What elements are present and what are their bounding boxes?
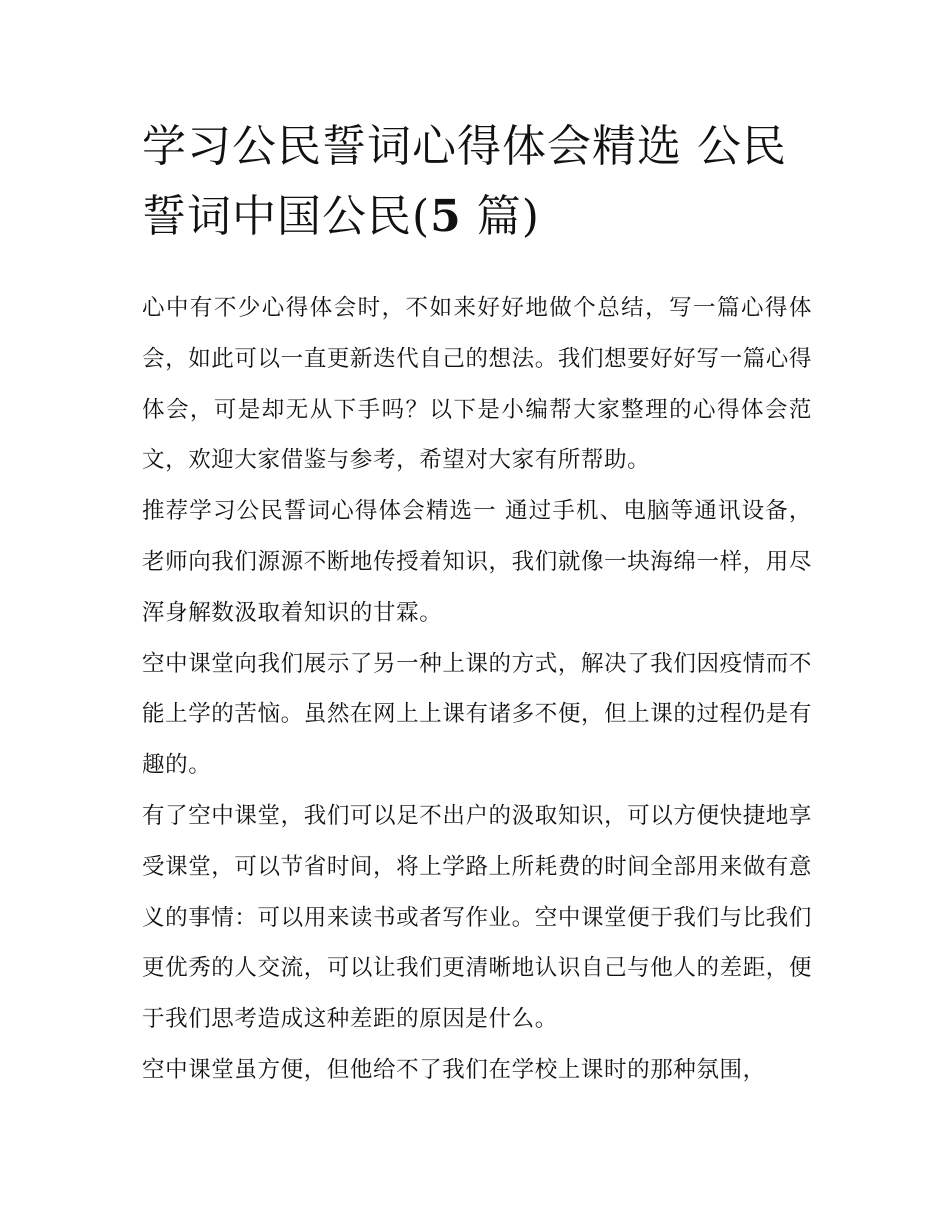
- title-text-part2: 篇): [461, 191, 540, 242]
- paragraph-air-classroom: 空中课堂向我们展示了另一种上课的方式，解决了我们因疫情而不能上学的苦恼。虽然在网上上课有诸多不便，但上课的过程仍是有趣的。: [142, 650, 812, 779]
- paragraph-benefits: 有了空中课堂，我们可以足不出户的汲取知识，可以方便快捷地享受课堂，可以节省时间，将上学路上所耗费的时间全部用来做有意义的事情：可以用来读书或者写作业。空中课堂便于我们与比我们更优秀的人交流，可以让我们更清晰地认识自己与他人的差距，便于我们思考造成这种差距的原因是什么。: [142, 802, 812, 1033]
- paragraph-intro: 心中有不少心得体会时，不如来好好地做个总结，写一篇心得体会，如此可以一直更新迭代自己的想法。我们想要好好写一篇心得体会，可是却无从下手吗？以下是小编帮大家整理的心得体会范文，欢迎大家借鉴与参考，希望对大家有所帮助。: [142, 295, 812, 474]
- title-number: 5: [430, 191, 462, 242]
- title-text-part1: 学习公民誓词心得体会精选 公民誓词中国公民(: [142, 121, 787, 242]
- document-title: [142, 112, 822, 252]
- document-body: [142, 283, 812, 1096]
- paragraph-drawbacks: 空中课堂虽方便，但他给不了我们在学校上课时的那种氛围，: [142, 1056, 766, 1083]
- paragraph-recommend: 推荐学习公民誓词心得体会精选一 通过手机、电脑等通讯设备，老师向我们源源不断地传授着知识，我们就像一块海绵一样，用尽浑身解数汲取着知识的甘霖。: [142, 498, 812, 626]
